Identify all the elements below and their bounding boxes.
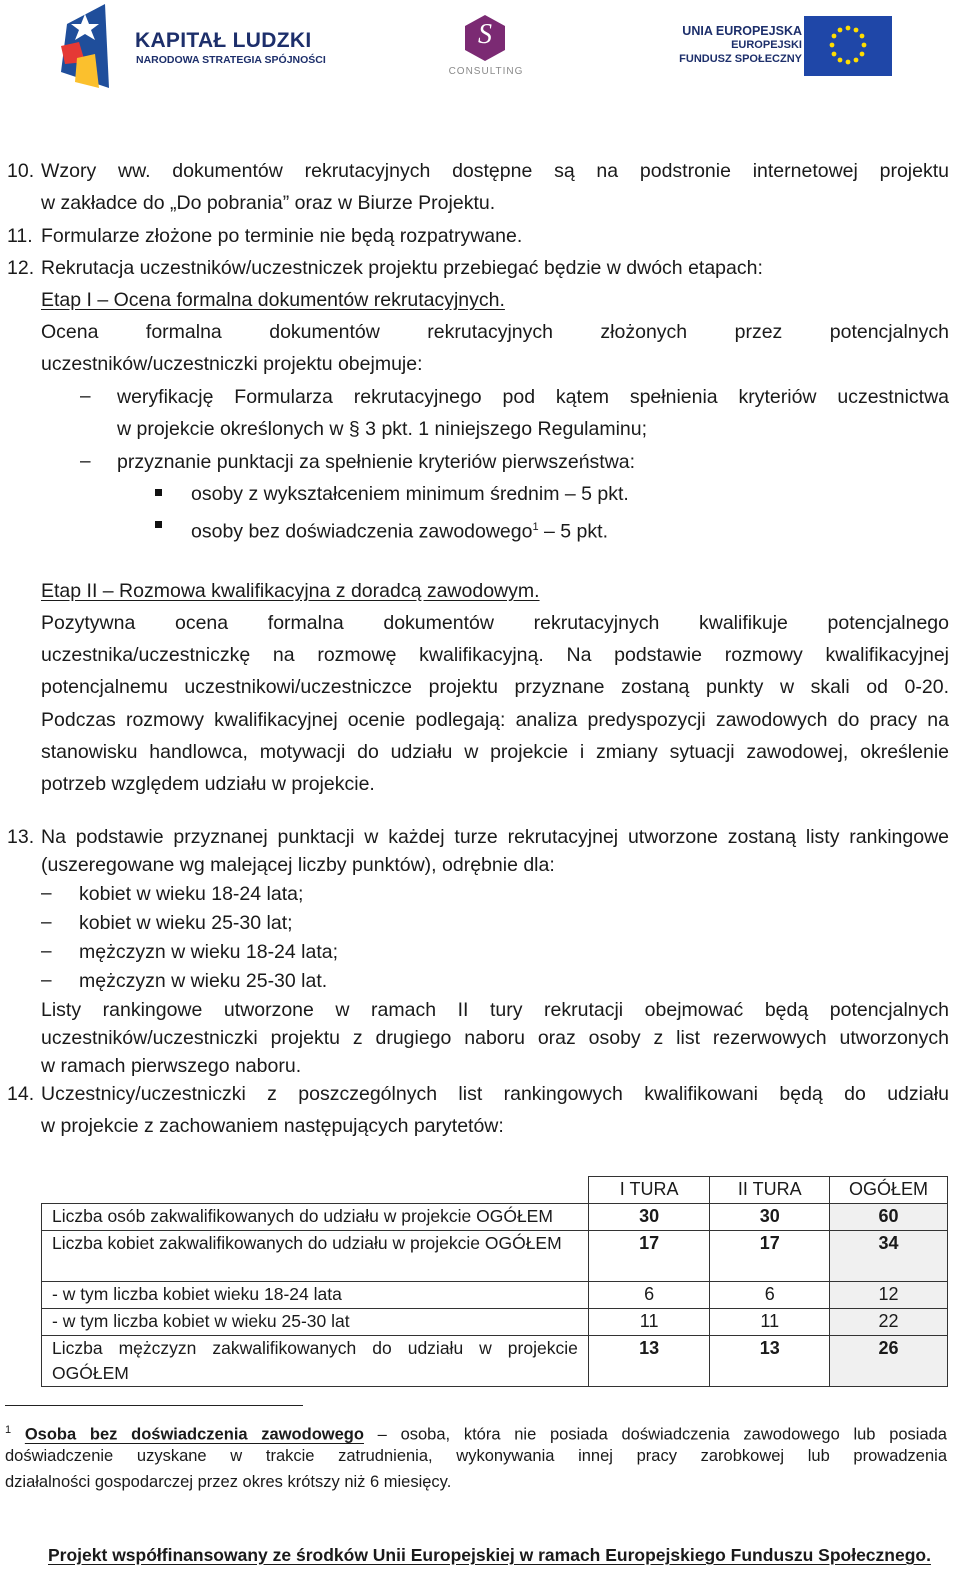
- item-13-after-line3: w ramach pierwszego naboru.: [41, 1055, 302, 1077]
- etap-2-line6: potrzeb względem udziału w projekcie.: [41, 773, 375, 795]
- column-header: I TURA: [588, 1177, 710, 1204]
- item-13-number: 13.: [7, 826, 35, 848]
- item-14-line1: Uczestnicy/uczestniczki z poszczególnych list rankingowych kwalifikowani będą do udziału: [41, 1083, 949, 1105]
- item-11-text: Formularze złożone po terminie nie będą rozpatrywane.: [41, 225, 523, 247]
- etap-2-line3: potencjalnemu uczestnikowi/uczestniczce projektu przyznane zostaną punkty w skali od 0-20.: [41, 676, 949, 698]
- kapital-ludzki-emblem: [55, 2, 115, 94]
- etap-2-line1: Pozytywna ocena formalna dokumentów rekrutacyjnych kwalifikuje potencjalnego: [41, 612, 949, 634]
- cell-value: 12: [830, 1282, 948, 1309]
- row-label: - w tym liczba kobiet wieku 18-24 lata: [42, 1282, 589, 1309]
- list-dash: –: [41, 941, 52, 962]
- sub-bullet-2-points: – 5 pkt.: [538, 520, 608, 543]
- s-consulting-label: CONSULTING: [448, 66, 524, 77]
- table-row: [42, 1204, 948, 1231]
- row-label: Liczba kobiet zakwalifikowanych do udziału w projekcie OGÓŁEM: [42, 1231, 589, 1282]
- etap-1-heading: Etap I – Ocena formalna dokumentów rekrutacyjnych.: [41, 289, 505, 311]
- etap-1-line2: uczestników/uczestniczki projektu obejmuje:: [41, 353, 423, 375]
- list-item: kobiet w wieku 18-24 lata;: [79, 883, 304, 905]
- cell-value: 11: [588, 1309, 710, 1336]
- cell-value: 13: [710, 1336, 830, 1387]
- bullet-dash-2: –: [80, 451, 91, 472]
- footnote-line3: działalności gospodarczej przez okres krótszy niż 6 miesięcy.: [5, 1473, 452, 1491]
- cell-value: 22: [830, 1309, 948, 1336]
- column-header: II TURA: [710, 1177, 830, 1204]
- item-14-number: 14.: [7, 1083, 35, 1105]
- etap-2-line5: stanowisku handlowca, motywacji do udziału w projekcie i zmiany sytuacji zawodowej, określenie: [41, 741, 949, 763]
- footnote-ref: 1: [532, 521, 539, 533]
- rankings-table: [41, 1176, 948, 1387]
- sub-bullet-2: [191, 511, 608, 548]
- sub-bullet-square-2: [155, 521, 162, 528]
- list-dash: –: [41, 970, 52, 991]
- table-row: [42, 1309, 948, 1336]
- s-consulting-letter: S: [478, 19, 492, 50]
- cell-value: 26: [830, 1336, 948, 1387]
- footnote-definition: – osoba, która nie posiada doświadczenia zawodowego lub posiada: [363, 1425, 947, 1444]
- cell-value: 30: [710, 1204, 830, 1231]
- sub-bullet-1: osoby z wykształceniem minimum średnim – 5 pkt.: [191, 483, 629, 505]
- table-row: [42, 1336, 948, 1387]
- kapital-ludzki-logo: [55, 2, 355, 94]
- item-10-line1: Wzory ww. dokumentów rekrutacyjnych dostępne są na podstronie internetowej projektu: [41, 160, 949, 182]
- list-item: kobiet w wieku 25-30 lat;: [79, 912, 293, 934]
- cell-value: 34: [830, 1231, 948, 1282]
- cell-value: 11: [710, 1309, 830, 1336]
- eu-flag-icon: [804, 16, 892, 76]
- footnote-term: Osoba bez doświadczenia zawodowego: [24, 1425, 364, 1444]
- footnote-mark: 1: [5, 1424, 12, 1436]
- list-dash: –: [41, 912, 52, 933]
- cell-value: 60: [830, 1204, 948, 1231]
- item-14-line2: w projekcie z zachowaniem następujących parytetów:: [41, 1115, 504, 1137]
- kapital-ludzki-subtitle: NARODOWA STRATEGIA SPÓJNOŚCI: [136, 54, 326, 66]
- item-11-number: 11.: [7, 225, 33, 247]
- row-label: - w tym liczba kobiet w wieku 25-30 lat: [42, 1309, 589, 1336]
- item-12-number: 12.: [7, 257, 35, 279]
- item-13-line1: Na podstawie przyznanej punktacji w każdej turze rekrutacyjnej utworzone zostaną listy rankingowe: [41, 826, 949, 848]
- cell-value: 30: [588, 1204, 710, 1231]
- footnote-separator: [5, 1405, 303, 1406]
- etap-2-line2: uczestnika/uczestniczkę na rozmowę kwalifikacyjną. Na podstawie rozmowy kwalifikacyjnej: [41, 644, 949, 666]
- item-13-line2: (uszeregowane wg malejącej liczby punktów), odrębnie dla:: [41, 854, 555, 876]
- list-item: mężczyzn w wieku 18-24 lata;: [79, 941, 339, 963]
- column-header: OGÓŁEM: [830, 1177, 948, 1204]
- eu-label-line3: FUNDUSZ SPOŁECZNY: [679, 53, 802, 65]
- etap-1-line1: Ocena formalna dokumentów rekrutacyjnych złożonych przez potencjalnych: [41, 321, 949, 343]
- cell-value: 6: [588, 1282, 710, 1309]
- kapital-ludzki-title: KAPITAŁ LUDZKI: [135, 29, 312, 52]
- item-13-after-line2: uczestników/uczestniczki projektu z drugiego naboru oraz osoby z list rezerwowych utworzonych: [41, 1027, 949, 1049]
- table-row: [42, 1231, 948, 1282]
- table-corner: [42, 1177, 589, 1204]
- etap-2-heading: Etap II – Rozmowa kwalifikacyjna z doradcą zawodowym.: [41, 580, 540, 602]
- eu-efs-logo: [678, 14, 898, 78]
- bullet-1-line2: w projekcie określonych w § 3 pkt. 1 niniejszego Regulaminu;: [117, 418, 648, 440]
- row-label: Liczba osób zakwalifikowanych do udziału w projekcie OGÓŁEM: [42, 1204, 589, 1231]
- item-10-number: 10.: [7, 160, 35, 182]
- cell-value: 13: [588, 1336, 710, 1387]
- list-dash: –: [41, 883, 52, 904]
- page-footer: Projekt współfinansowany ze środków Unii Europejskiej w ramach Europejskiego Funduszu Społecznego.: [48, 1545, 931, 1565]
- row-label: Liczba mężczyzn zakwalifikowanych do udziału w projekcie OGÓŁEM: [42, 1336, 589, 1387]
- bullet-2-text: przyznanie punktacji za spełnienie kryteriów pierwszeństwa:: [117, 451, 636, 473]
- table-header-row: [42, 1177, 948, 1204]
- s-consulting-logo: [448, 14, 528, 80]
- sub-bullet-2-text: osoby bez doświadczenia zawodowego: [191, 520, 533, 543]
- item-10-line2: w zakładce do „Do pobrania” oraz w Biurze Projektu.: [41, 192, 496, 214]
- item-13-after-line1: Listy rankingowe utworzone w ramach II tury rekrutacji obejmować będą potencjalnych: [41, 999, 949, 1021]
- cell-value: 17: [710, 1231, 830, 1282]
- header-logos: [0, 0, 960, 100]
- cell-value: 6: [710, 1282, 830, 1309]
- item-12-text: Rekrutacja uczestników/uczestniczek projektu przebiegać będzie w dwóch etapach:: [41, 257, 763, 279]
- sub-bullet-square-1: [155, 489, 162, 496]
- cell-value: 17: [588, 1231, 710, 1282]
- table-row: [42, 1282, 948, 1309]
- eu-label-line2: EUROPEJSKI: [731, 39, 802, 51]
- footnote-line2: doświadczenie uzyskane w trakcie zatrudnienia, wykonywania innej pracy zarobkowej lub prowadzenia: [5, 1447, 947, 1465]
- eu-label-line1: UNIA EUROPEJSKA: [682, 24, 802, 38]
- bullet-dash-1: –: [80, 386, 91, 407]
- etap-2-line4: Podczas rozmowy kwalifikacyjnej ocenie podlegają: analiza predyspozycji zawodowych do pracy na: [41, 709, 949, 731]
- list-item: mężczyzn w wieku 25-30 lat.: [79, 970, 328, 992]
- bullet-1-line1: weryfikację Formularza rekrutacyjnego pod kątem spełnienia kryteriów uczestnictwa: [117, 386, 949, 408]
